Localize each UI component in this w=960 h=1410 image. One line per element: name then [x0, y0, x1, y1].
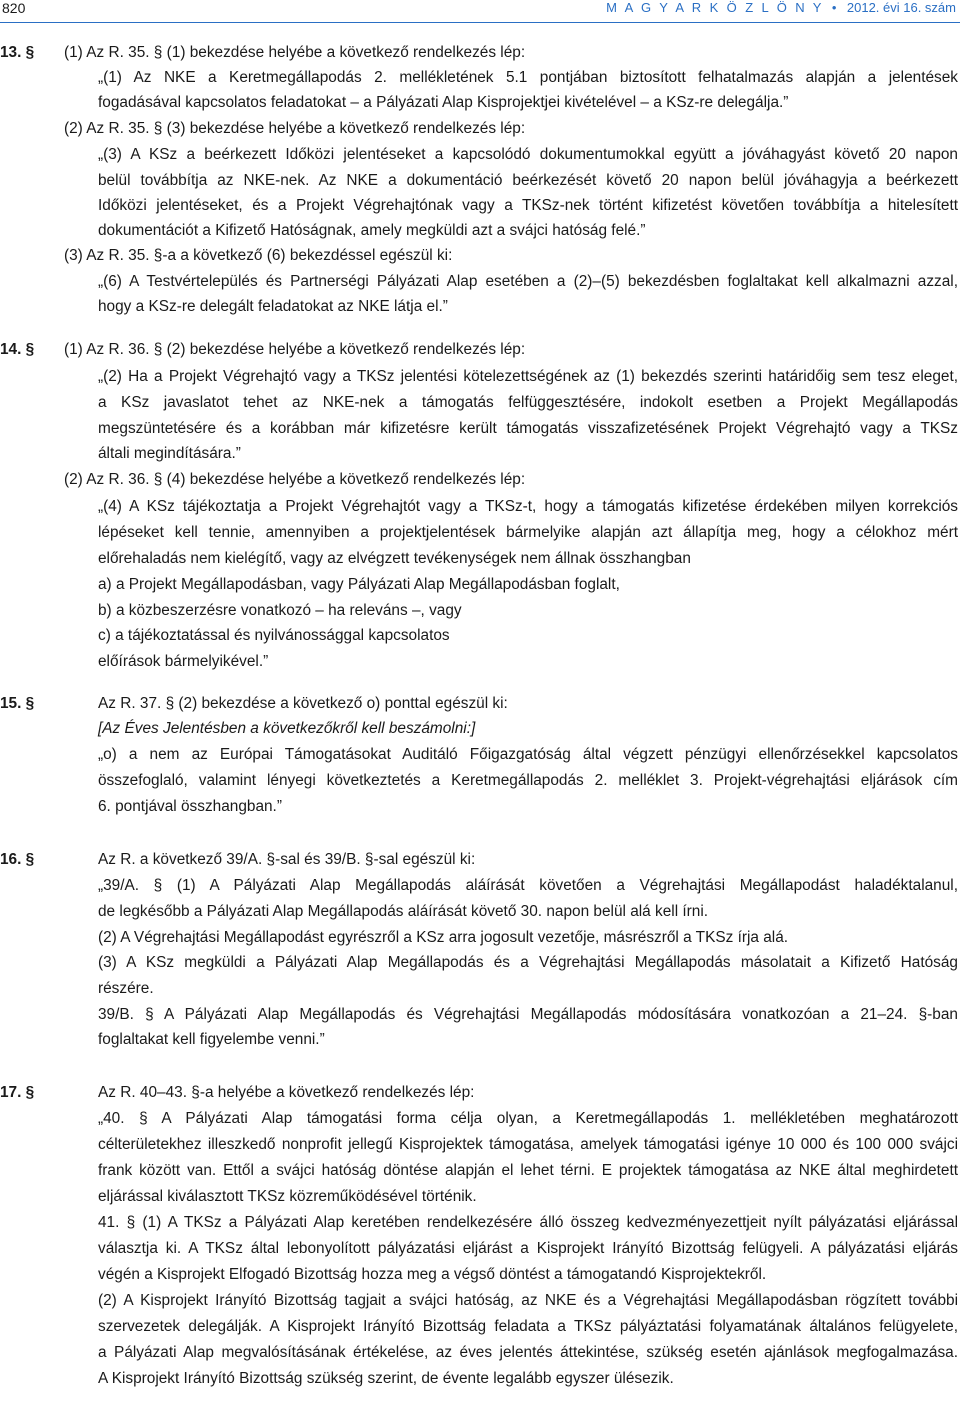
paragraph-line: előrehaladás nem kielégítő, vagy az elvégzett tevékenységek nem állnak összhangban: [98, 550, 691, 567]
paragraph-line: 41. § (1) A TKSz a Pályázati Alap keretében rendelkezésére álló összeg kedvezményezettjeit nyílt pályázatási eljárással: [98, 1214, 958, 1231]
section-label: 17. §: [0, 1084, 35, 1101]
page-number: 820: [2, 0, 26, 16]
paragraph-line: Az R. a következő 39/A. §-sal és 39/B. §-sal egészül ki:: [98, 851, 476, 868]
paragraph-line: „(3) A KSz a beérkezett Időközi jelentéseket a kapcsolódó dokumentumokkal együtt a jóváhagyást követő 20 napon: [98, 146, 958, 163]
paragraph-line: [Az Éves Jelentésben a következőkről kell beszámolni:]: [98, 720, 476, 737]
paragraph-line: választja ki. A TKSz által lebonyolított pályázatási eljárást a Kisprojekt Irányító Bizottság felügyeli. A pályázatási eljárás: [98, 1240, 958, 1257]
paragraph-line: részére.: [98, 980, 154, 997]
paragraph-line: (2) Az R. 36. § (4) bekezdése helyébe a következő rendelkezés lép:: [64, 471, 526, 488]
list-item: b) a közbeszerzésre vonatkozó – ha releváns –, vagy: [98, 602, 462, 619]
paragraph-line: „(4) A KSz tájékoztatja a Projekt Végrehajtót vagy a TKSz-t, hogy a támogatás kifizetése érdekében milyen korrekciós: [98, 498, 958, 515]
paragraph-line: Időközi jelentéseket, és a Projekt Végrehajtónak vagy a TKSz-nek történt kifizetést követően továbbítja a hitelesített: [98, 197, 958, 214]
paragraph-line: belül továbbítja az NKE-nek. Az NKE a dokumentáció beérkezését követő 20 napon belül jóváhagyja a beérkezett: [98, 172, 958, 189]
paragraph-line: összefoglaló, valamint lényegi következtetés a Keretmegállapodás 2. melléklet 3. Projekt-végrehajtási eljárások cím: [98, 772, 958, 789]
paragraph-line: végén a Kisprojekt Elfogadó Bizottság hozza meg a végső döntést a támogatandó Kisprojektekről.: [98, 1266, 767, 1283]
section-label: 16. §: [0, 851, 35, 868]
page-header: [0, 0, 960, 20]
issue-label: 2012. évi 16. szám: [846, 0, 956, 15]
section-label: 14. §: [0, 341, 35, 358]
paragraph-line: lépéseket kell tennie, amennyiben a projektjelentések bármelyike alapján azt állapítja meg, hogy a célokhoz mért: [98, 524, 958, 541]
journal-name: M A G Y A R K Ö Z L Ö N Y: [606, 0, 824, 15]
paragraph-line: hogy a KSz-re delegált feladatokat az NKE látja el.”: [98, 298, 448, 315]
paragraph-line: (3) Az R. 35. §-a a következő (6) bekezdéssel egészül ki:: [64, 247, 453, 264]
paragraph-line: általi megindítására.”: [98, 445, 241, 462]
paragraph-line: a KSz javaslatot tehet az NKE-nek a támogatás felfüggesztésére, indokolt esetben a Projekt Megállapodás: [98, 394, 958, 411]
paragraph-line: megszüntetésére és a korábban már kifizetésre került támogatás visszafizetésének Projekt Végrehajtó vagy a TKSz: [98, 420, 958, 437]
header-rule: [0, 22, 960, 23]
paragraph-line: a Pályázati Alap megvalósításának értékelése, az éves jelentés áttekintése, szükség esetén ajánlások megfogalmazása.: [98, 1344, 958, 1361]
bullet-separator: •: [825, 0, 845, 15]
list-item: c) a tájékoztatással és nyilvánossággal kapcsolatos: [98, 627, 450, 644]
paragraph-line: (1) Az R. 35. § (1) bekezdése helyébe a következő rendelkezés lép:: [64, 44, 526, 61]
paragraph-line: célterületekhez illeszkedő nonprofit jellegű Kisprojektek támogatása, amelyek támogatási igénye 10 000 és 100 000 svájci: [98, 1136, 958, 1153]
paragraph-line: (2) A Végrehajtási Megállapodást egyrészről a KSz arra jogosult vezetője, másrészről a TKSz írja alá.: [98, 929, 789, 946]
paragraph-line: „40. § A Pályázati Alap támogatási forma célja olyan, a Keretmegállapodás 1. mellékletében meghatározott: [98, 1110, 958, 1127]
paragraph-line: „(2) Ha a Projekt Végrehajtó vagy a TKSz jelentési kötelezettségének az (1) bekezdés szerinti határidőig sem tesz eleget,: [98, 368, 958, 385]
paragraph-line: dokumentációt a Kifizető Hatóságnak, amely megküldi azt a svájci hatóság felé.”: [98, 222, 646, 239]
paragraph-line: előírások bármelyikével.”: [98, 653, 269, 670]
paragraph-line: „(1) Az NKE a Keretmegállapodás 2. mellékletének 5.1 pontjában biztosított felhatalmazás alapján a jelentések: [98, 69, 958, 86]
paragraph-line: Az R. 37. § (2) bekezdése a következő o) ponttal egészül ki:: [98, 695, 508, 712]
section-label: 15. §: [0, 695, 35, 712]
paragraph-line: (3) A KSz megküldi a Pályázati Alap Megállapodás és a Végrehajtási Megállapodás másolatait a Kifizető Hatóság: [98, 954, 958, 971]
paragraph-line: (1) Az R. 36. § (2) bekezdése helyébe a következő rendelkezés lép:: [64, 341, 526, 358]
paragraph-line: „(6) A Testvértelepülés és Partnerségi Pályázati Alap esetében a (2)–(5) bekezdésben foglaltakat kell alkalmazni azzal,: [98, 273, 958, 290]
paragraph-line: (2) Az R. 35. § (3) bekezdése helyébe a következő rendelkezés lép:: [64, 120, 526, 137]
paragraph-line: eljárással kiválasztott TKSz közreműködésével történik.: [98, 1188, 477, 1205]
paragraph-line: A Kisprojekt Irányító Bizottság szükség szerint, de évente legalább egyszer ülésezik.: [98, 1370, 674, 1387]
paragraph-line: 39/B. § A Pályázati Alap Megállapodás és Végrehajtási Megállapodás módosítására vonatkozóan a 21–24. §-ban: [98, 1006, 958, 1023]
paragraph-line: „39/A. § (1) A Pályázati Alap Megállapodás aláírását követően a Végrehajtási Megállapodást haladéktalanul,: [98, 877, 958, 894]
paragraph-line: de legkésőbb a Pályázati Alap Megállapodás aláírását követő 30. napon belül alá kell írni.: [98, 903, 709, 920]
paragraph-line: fogadásával kapcsolatos feladatokat – a Pályázati Alap Kisprojektjei kivételével – a KSz-re delegálja.”: [98, 94, 789, 111]
running-title: [606, 0, 956, 15]
paragraph-line: frank között van. Ettől a svájci hatóság döntése alapján el lehet térni. E projektek támogatása az NKE által meghirdetett: [98, 1162, 958, 1179]
section-label: 13. §: [0, 44, 35, 61]
paragraph-line: 6. pontjával összhangban.”: [98, 798, 282, 815]
paragraph-line: „o) a nem az Európai Támogatásokat Auditáló Főigazgatóság által végzett pénzügyi ellenőrzésekkel kapcsolatos: [98, 746, 958, 763]
paragraph-line: foglaltakat kell figyelembe venni.”: [98, 1031, 325, 1048]
paragraph-line: Az R. 40–43. §-a helyébe a következő rendelkezés lép:: [98, 1084, 475, 1101]
list-item: a) a Projekt Megállapodásban, vagy Pályázati Alap Megállapodásban foglalt,: [98, 576, 620, 593]
paragraph-line: (2) A Kisprojekt Irányító Bizottság tagjait a svájci hatóság, az NKE és a Végrehajtási Megállapodásban rögzített további: [98, 1292, 958, 1309]
paragraph-line: szervezetek delegálják. A Kisprojekt Irányító Bizottság feladata a TKSz pályáztatási folyamatának általános felügyelete,: [98, 1318, 958, 1335]
